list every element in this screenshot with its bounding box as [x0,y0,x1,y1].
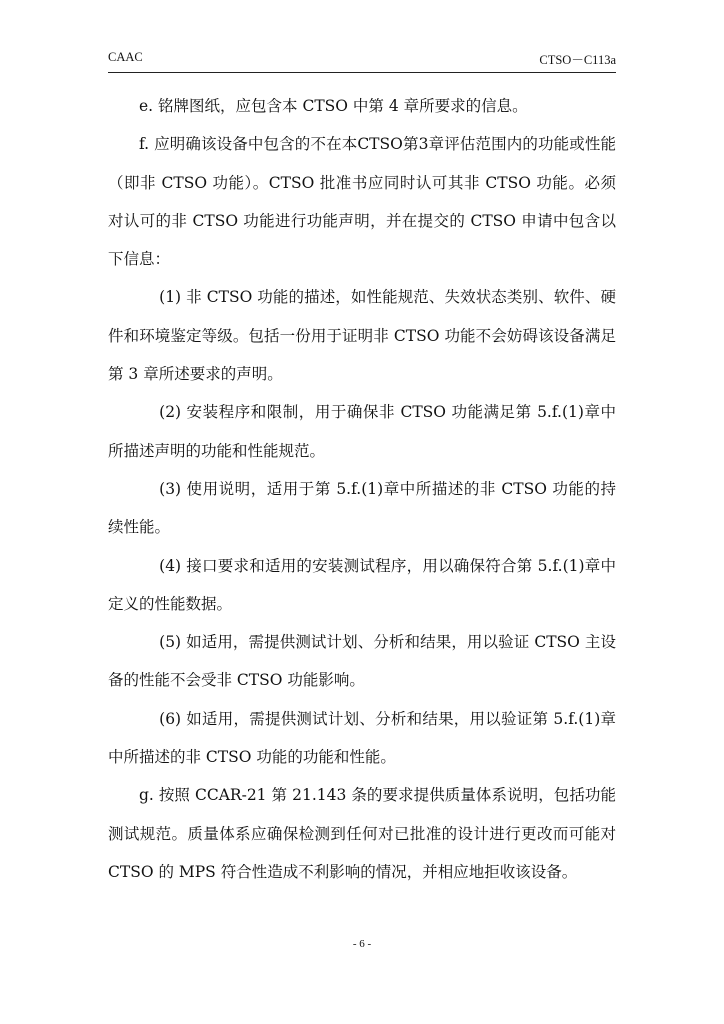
paragraph-f: f. 应明确该设备中包含的不在本CTSO第3章评估范围内的功能或性能（即非 CTSO 功能）。CTSO 批准书应同时认可其非 CTSO 功能。必须对认可的非 CTSO 功能进行功能声明，并在提交的 CTSO 申请中包含以下信息： [108,135,616,269]
paragraph-e: e. 铭牌图纸，应包含本 CTSO 中第 4 章所要求的信息。 [139,97,528,115]
paragraph-f-1: (1) 非 CTSO 功能的描述，如性能规范、失效状态类别、软件、硬件和环境鉴定等级。包括一份用于证明非 CTSO 功能不会妨碍该设备满足第 3 章所述要求的声明。 [108,288,616,384]
page-number: - 6 - [352,938,372,950]
page-header [108,50,616,72]
document-body [108,87,616,891]
paragraph-f-2: (2) 安装程序和限制，用于确保非 CTSO 功能满足第 5.f.(1)章中所描述声明的功能和性能规范。 [108,403,616,460]
paragraph-g: g. 按照 CCAR-21 第 21.143 条的要求提供质量体系说明，包括功能测试规范。质量体系应确保检测到任何对已批准的设计进行更改而可能对 CTSO 的 MPS 符合性造成不利影响的情况，并相应地拒收该设备。 [108,786,616,881]
paragraph-f-6: (6) 如适用，需提供测试计划、分析和结果，用以验证第 5.f.(1)章中所描述的非 CTSO 功能的功能和性能。 [108,709,616,767]
header-org: CAAC [108,50,143,64]
paragraph-f-4: (4) 接口要求和适用的安装测试程序，用以确保符合第 5.f.(1)章中定义的性能数据。 [108,556,616,613]
paragraph-f-5: (5) 如适用，需提供测试计划、分析和结果，用以验证 CTSO 主设备的性能不会受非 CTSO 功能影响。 [108,633,616,690]
header-divider [108,72,616,73]
header-doc-id: CTSO－C113a [539,53,616,67]
paragraph-f-3: (3) 使用说明，适用于第 5.f.(1)章中所描述的非 CTSO 功能的持续性能。 [108,479,616,537]
